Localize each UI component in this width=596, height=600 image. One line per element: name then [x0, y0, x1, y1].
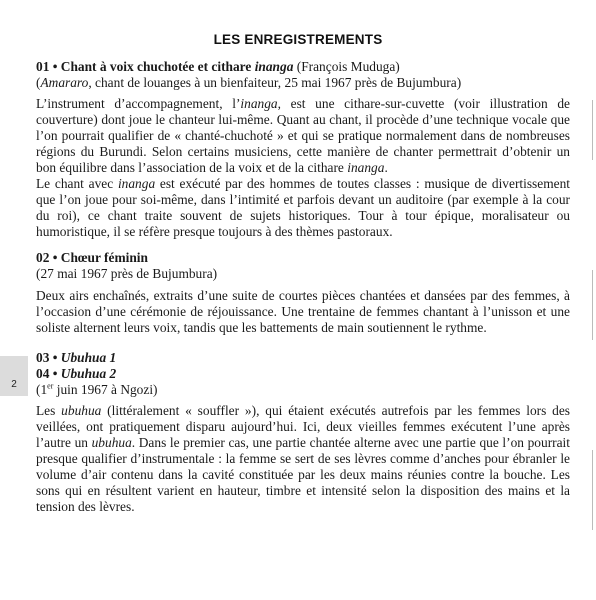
page-side-number: 2	[11, 379, 17, 390]
track-01-body	[36, 96, 570, 240]
track-01-section	[36, 59, 570, 240]
track-03-heading	[36, 350, 570, 366]
side-tab-marker	[0, 356, 28, 396]
body-text: est exécuté par des hommes de toutes classes : musique de divertissement que l’on joue pour soi-même, dans l’intimité et parfois devant un auditoire (par exemple à la cour du roi), ce chant traite souvent de sujets historiques. Tour à tour épique, moralisateur ou humoristique, il se réfère presque toujours à des thèmes pastoraux.	[36, 176, 570, 239]
page-title: LES ENREGISTREMENTS	[213, 32, 383, 47]
body-italic: ubuhua	[91, 435, 132, 450]
meta-text: juin 1967 à Ngozi)	[53, 382, 158, 397]
track-01-instrument: inanga	[254, 59, 294, 74]
body-text: Le chant avec	[36, 176, 118, 191]
body-italic: inanga	[240, 96, 278, 111]
track-01-meta: (Amararo, chant de louanges à un bienfaiteur, 25 mai 1967 près de Bujumbura)	[36, 75, 462, 90]
track-01-performer: (François Muduga)	[296, 59, 400, 74]
edge-line	[592, 270, 593, 340]
body-text: . Dans le premier cas, une partie chantée alterne avec une partie que l’on pourrait presque qualifier d’instrumentale : la femme se sert de ses lèvres comme d’anches pour ébranler le volume d’air contenu dans la cavité constituée par les deux mains réunies contre la bouche. Les sons qui en résultent varient en hauteur, timbre et intensité selon la disposition des mains et la tension des lèvres.	[36, 435, 571, 514]
body-text: .	[384, 160, 388, 175]
track-02-body	[36, 288, 570, 336]
track-01-paragraph	[36, 96, 570, 176]
track-01-number-title: 01 • Chant à voix chuchotée et cithare	[36, 59, 252, 74]
body-text: (littéralement « souffler »), qui étaient exécutés autrefois par les femmes lors des veillées, ont pratiquement disparu aujourd’hui. Ici, deux vieilles femmes exécutent l’une après l’autre un	[36, 403, 570, 450]
track-04-number: 04 •	[36, 366, 58, 381]
body-text: Les	[36, 403, 62, 418]
body-text: , est une cithare-sur-cuvette (voir illustration de couverture) dont joue le chanteur lui-même. Quant au chant, il procède d’une technique vocale que l’on pourrait qualifier de « chanté-chuchoté » et qui se pratique normalement dans de nombreuses régions du Burundi. Selon certains musiciens, cette manière de chanter permettrait d’obtenir un bon équilibre dans l’association de la voix et de la cithare	[36, 96, 570, 175]
track-03-number: 03 •	[36, 350, 58, 365]
track-02-paragraph: Deux airs enchaînés, extraits d’une suite de courtes pièces chantées et dansées par des femmes, à l’occasion d’une cérémonie de réjouissance. Une trentaine de femmes chantant à l’unisson et une soliste alternent leurs voix, tandis que les battements de main soutiennent le rythme.	[36, 288, 570, 335]
track-01-song-name: Amararo	[40, 75, 89, 90]
recordings-content	[36, 59, 570, 525]
track-02-meta: (27 mai 1967 près de Bujumbura)	[36, 266, 218, 281]
body-text: L’instrument d’accompagnement, l’	[36, 96, 241, 111]
body-italic: inanga	[117, 176, 156, 191]
edge-line	[592, 100, 593, 160]
track-03-04-meta	[36, 382, 570, 398]
track-01-heading	[36, 59, 570, 75]
track-04-title: Ubuhua 2	[60, 366, 117, 381]
body-italic: ubuhua	[61, 403, 102, 418]
meta-day: (1	[36, 382, 48, 397]
track-02-section	[36, 250, 570, 336]
meta-superscript: er	[47, 381, 54, 391]
track-03-04-body	[36, 403, 570, 515]
track-04-heading	[36, 366, 570, 382]
track-02-heading: 02 • Chœur féminin	[36, 250, 148, 265]
track-01-paragraph	[36, 176, 570, 240]
edge-line	[592, 450, 593, 530]
track-03-04-section	[36, 350, 570, 515]
track-01-meta-text: , chant de louanges à un bienfaiteur, 25 mai 1967 près de Bujumbura)	[88, 75, 462, 90]
track-03-title: Ubuhua 1	[60, 350, 117, 365]
track-03-04-paragraph	[36, 403, 570, 515]
body-italic: inanga	[347, 160, 385, 175]
